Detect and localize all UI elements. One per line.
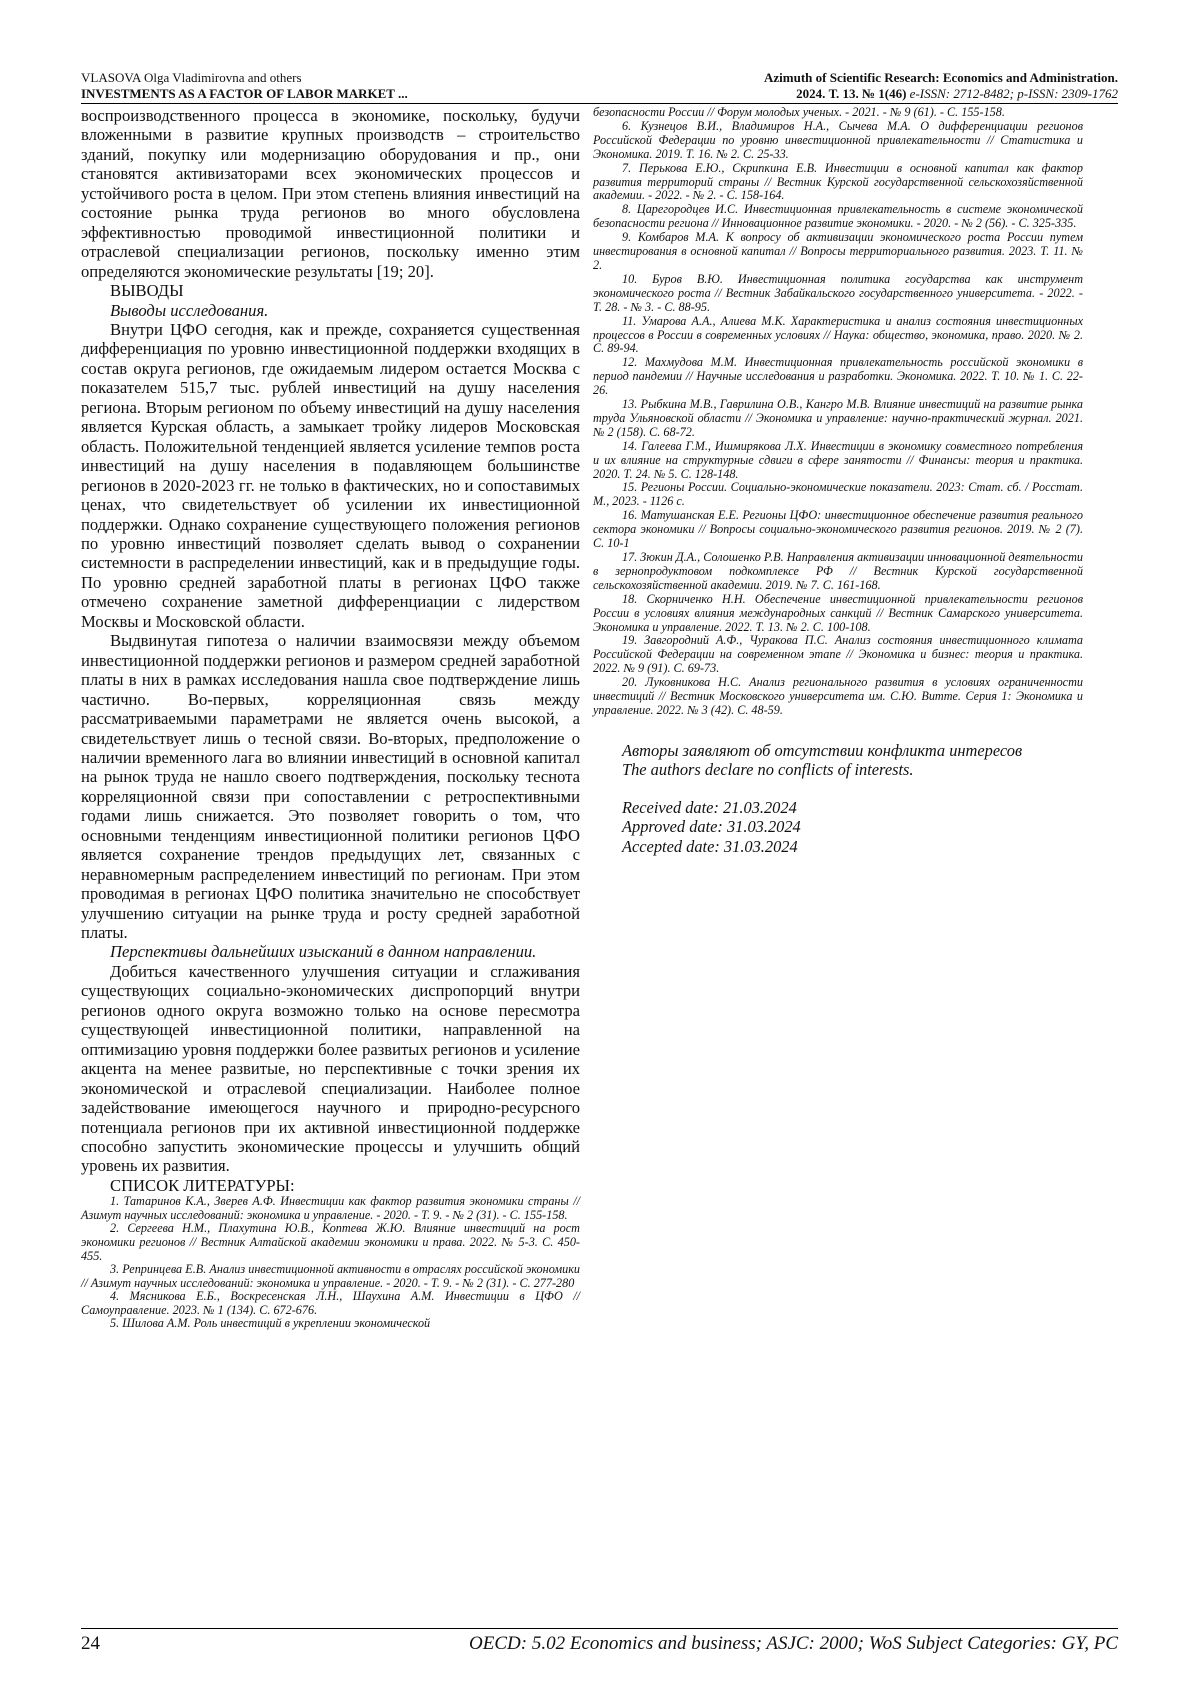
footer-classification: OECD: 5.02 Economics and business; ASJC: 2000; WoS Subject Categories: GY, PC (469, 1633, 1118, 1654)
paragraph-prospects: Добиться качественного улучшения ситуации и сглаживания существующих социально-экономических диспропорций внутри регионов одного округа возможно только на основе пересмотра существующей инвестиционной политики, направленной на оптимизацию уровня поддержки более развитых регионов и усиление акцента на менее развитые, но перспективные с точки зрения их экономической и отраслевой специализации. Наиболее полное задействование имеющегося научного и природно-ресурсного потенциала регионов при их активной инвестиционной поддержке способно запустить экономические процессы и улучшить общий уровень их развития. (81, 961, 580, 1176)
paragraph-findings-1: Внутри ЦФО сегодня, как и прежде, сохраняется существенная дифференциация по уровню инвестиционной поддержки входящих в состав округа регионов, где ожидаемым лидером остается Москва с показателем 515,7 тыс. рублей инвестиций на душу населения региона. Вторым регионом по объему инвестиций на душу населения является Курская область, а замыкает тройку лидеров Московская область. Положительной тенденцией является усиление темпов роста инвестиций на душу населения в подавляющем большинстве регионов в 2020-2023 гг. не только в фактических, но и сопоставимых ценах, что свидетельствует об усилении их инвестиционной поддержки. Однако сохранение существующего положения регионов по уровню инвестиций позволяет сделать вывод о сохранении системности в распределении инвестиций, как и в предыдущие годы. По уровню средней заработной платы в регионах ЦФО также отмечено сохранение заметной дифференциации с лидерством Москвы и Московской области. (81, 319, 580, 631)
reference-item: 14. Галеева Г.М., Ишмирякова Л.Х. Инвестиции в экономику совместного потребления и их влияние на структурные сдвиги в сфере занятости // Финансы: теория и практика. 2020. Т. 24. № 5. С. 128-148. (593, 438, 1083, 481)
reference-continuation: безопасности России // Форум молодых ученых. - 2021. - № 9 (61). - С. 155-158. (593, 105, 1005, 119)
reference-list-left (81, 1195, 580, 1330)
header-journal-name: Azimuth of Scientific Research: Economics and Administration. (764, 70, 1118, 85)
reference-item: 10. Буров В.Ю. Инвестиционная политика государства как инструмент экономического роста // Вестник Забайкальского государственного университета. - 2022. - Т. 28. - № 3. - С. 88-95. (593, 271, 1083, 314)
submission-dates (593, 798, 1083, 857)
reference-item: 8. Царегородцев И.С. Инвестиционная привлекательность в системе экономической безопасности региона // Инновационное развитие экономики. - 2020. - № 2 (56). - С. 325-335. (593, 202, 1083, 231)
running-header-left (81, 70, 601, 102)
reference-item: 5. Шилова А.М. Роль инвестиций в укреплении экономической (110, 1316, 431, 1331)
reference-item: 7. Перькова Е.Ю., Скрипкина Е.В. Инвестиции в основной капитал как фактор развития территорий страны // Вестник Курской государственной сельскохозяйственной академии. - 2022. - № 2. - С. 158-164. (593, 160, 1083, 203)
reference-item: 4. Мясникова Е.Б., Воскресенская Л.Н., Шаухина А.М. Инвестиции в ЦФО // Самоуправление. 2023. № 1 (134). С. 672-676. (81, 1289, 580, 1317)
subheading-findings: Выводы исследования. (110, 300, 269, 320)
approved-date: Approved date: 31.03.2024 (622, 817, 801, 837)
reference-item: 13. Рыбкина М.В., Гаврилина О.В., Кангро М.В. Влияние инвестиций на развитие рынка труда Ульяновской области // Экономика и управление: научно-практический журнал. 2021. № 2 (158). С. 68-72. (593, 397, 1083, 439)
reference-item: 2. Сергеева Н.М., Плахутина Ю.В., Коптева Ж.Ю. Влияние инвестиций на рост экономики регионов // Вестник Алтайской академии экономики и права. 2022. № 5-3. С. 450-455. (81, 1221, 580, 1263)
heading-conclusions: ВЫВОДЫ (110, 281, 184, 301)
reference-item: 15. Регионы России. Социально-экономические показатели. 2023: Стат. сб. / Росстат. М., 2023. - 1126 с. (593, 480, 1083, 509)
reference-item: 18. Скорниченко Н.Н. Обеспечение инвестиционной привлекательности регионов России в условиях влияния международных санкций // Вестник Самарского университета. Экономика и управление. 2022. Т. 13. № 2. С. 100-108. (593, 591, 1083, 634)
reference-item: 6. Кузнецов В.И., Владимиров Н.А., Сычева М.А. О дифференциации регионов Российской Федерации по уровню инвестиционной привлекательности // Статистика и Экономика. 2019. Т. 16. № 2. С. 25-33. (593, 118, 1083, 161)
reference-list-right (593, 106, 1083, 718)
page-number: 24 (81, 1633, 100, 1654)
reference-item: 1. Татаринов К.А., Зверев А.Ф. Инвестиции как фактор развития экономики страны // Азимут научных исследований: экономика и управление. - 2020. - Т. 9. - № 2 (31). - С. 155-158. (81, 1194, 580, 1222)
footer-divider (81, 1628, 1118, 1629)
reference-item: 12. Махмудова М.М. Инвестиционная привлекательность российской экономики в период пандемии // Научные исследования и разработки. Экономика. 2022. Т. 10. № 1. С. 22-26. (593, 355, 1083, 398)
paragraph-findings-2: Выдвинутая гипотеза о наличии взаимосвязи между объемом инвестиционной поддержки регионов и размером средней заработной платы в них в рамках исследования нашла свое подтверждение лишь частично. Во-первых, корреляционная связь между рассматриваемыми параметрами не является очень высокой, а свидетельствует лишь о тесной связи. Во-вторых, предположение о наличии временного лага во влиянии инвестиций в основной капитал на рынок труда не нашло своего подтверждения, поскольку теснота корреляционной связи при сопоставлении с ретроспективными годами лишь снижается. Это позволяет говорить о том, что основными тенденциям инвестиционной политики регионов ЦФО является сохранение трендов предыдущих лет, связанных с неравномерным распределением инвестиций по регионам. При этом проводимая в регионах ЦФО политика значительно не способствует улучшению ситуации на рынке труда и росту средней заработной платы. (81, 631, 580, 943)
header-article-title: INVESTMENTS AS A FACTOR OF LABOR MARKET ... (81, 86, 408, 101)
declaration-en: The authors declare no conflicts of interests. (622, 760, 914, 780)
header-divider (81, 103, 1118, 104)
reference-item: 20. Луковникова Н.С. Анализ регионального развития в условиях ограниченности инвестиций // Вестник Московского университета им. С.Ю. Витте. Серия 1: Экономика и управление. 2022. № 3 (42). С. 48-59. (593, 675, 1083, 717)
left-column (81, 106, 580, 1331)
header-issn: e-ISSN: 2712-8482; p-ISSN: 2309-1762 (906, 86, 1118, 101)
header-authors: VLASOVA Olga Vladimirovna and others (81, 70, 302, 85)
running-header-right (558, 70, 1118, 102)
paragraph-intro: воспроизводственного процесса в экономике, поскольку, будучи вложенными в развитие крупных производств – строительство зданий, покупку или модернизацию оборудования и пр., они становятся активизаторами всех экономических процессов и устойчивого роста в целом. При этом степень влияния инвестиций на состояние рынка труда регионов во много обусловлена эффективностью проводимой инвестиционной политики и отраслевой специализации регионов, поскольку именно этим определяются экономические результаты [19; 20]. (81, 106, 580, 281)
declaration-ru: Авторы заявляют об отсутствии конфликта интересов (622, 740, 1023, 760)
reference-item: 16. Матушанская Е.Е. Регионы ЦФО: инвестиционное обеспечение развития реального сектора экономики // Вопросы социально-экономического развития регионов. 2019. № 2 (7). С. 10-1 (593, 508, 1083, 551)
heading-references: СПИСОК ЛИТЕРАТУРЫ: (110, 1175, 295, 1195)
reference-item: 17. Зюкин Д.А., Солошенко Р.В. Направления активизации инновационной деятельности в зернопродуктовом подкомплексе РФ // Вестник Курской государственной сельскохозяйственной академии. 2019. № 7. С. 161-168. (593, 550, 1083, 592)
header-issue-line (558, 86, 1118, 102)
reference-item: 11. Умарова А.А., Алиева М.К. Характеристика и анализ состояния инвестиционных процессов в России в современных условиях // Наука: общество, экономика, право. 2020. № 2. С. 89-94. (593, 313, 1083, 356)
reference-item: 9. Комбаров М.А. К вопросу об активизации экономического роста России путем инвестирования в основной капитал // Вопросы территориального развития. 2023. Т. 11. № 2. (593, 230, 1083, 272)
subheading-prospects: Перспективы дальнейших изысканий в данном направлении. (110, 942, 537, 962)
reference-item: 3. Репринцева Е.В. Анализ инвестиционной активности в отраслях российской экономики // Азимут научных исследований: экономика и управление. - 2020. - Т. 9. - № 2 (31). - С. 277-280 (81, 1262, 580, 1290)
received-date: Received date: 21.03.2024 (622, 797, 797, 817)
conflict-declaration (593, 741, 1083, 780)
right-column (593, 106, 1083, 856)
header-issue: 2024. Т. 13. № 1(46) (796, 86, 907, 101)
reference-item: 19. Завгородний А.Ф., Чуракова П.С. Анализ состояния инвестиционного климата Российской Федерации на современном этапе // Экономика и бизнес: теория и практика. 2022. № 9 (91). С. 69-73. (593, 633, 1083, 676)
accepted-date: Accepted date: 31.03.2024 (622, 836, 798, 856)
